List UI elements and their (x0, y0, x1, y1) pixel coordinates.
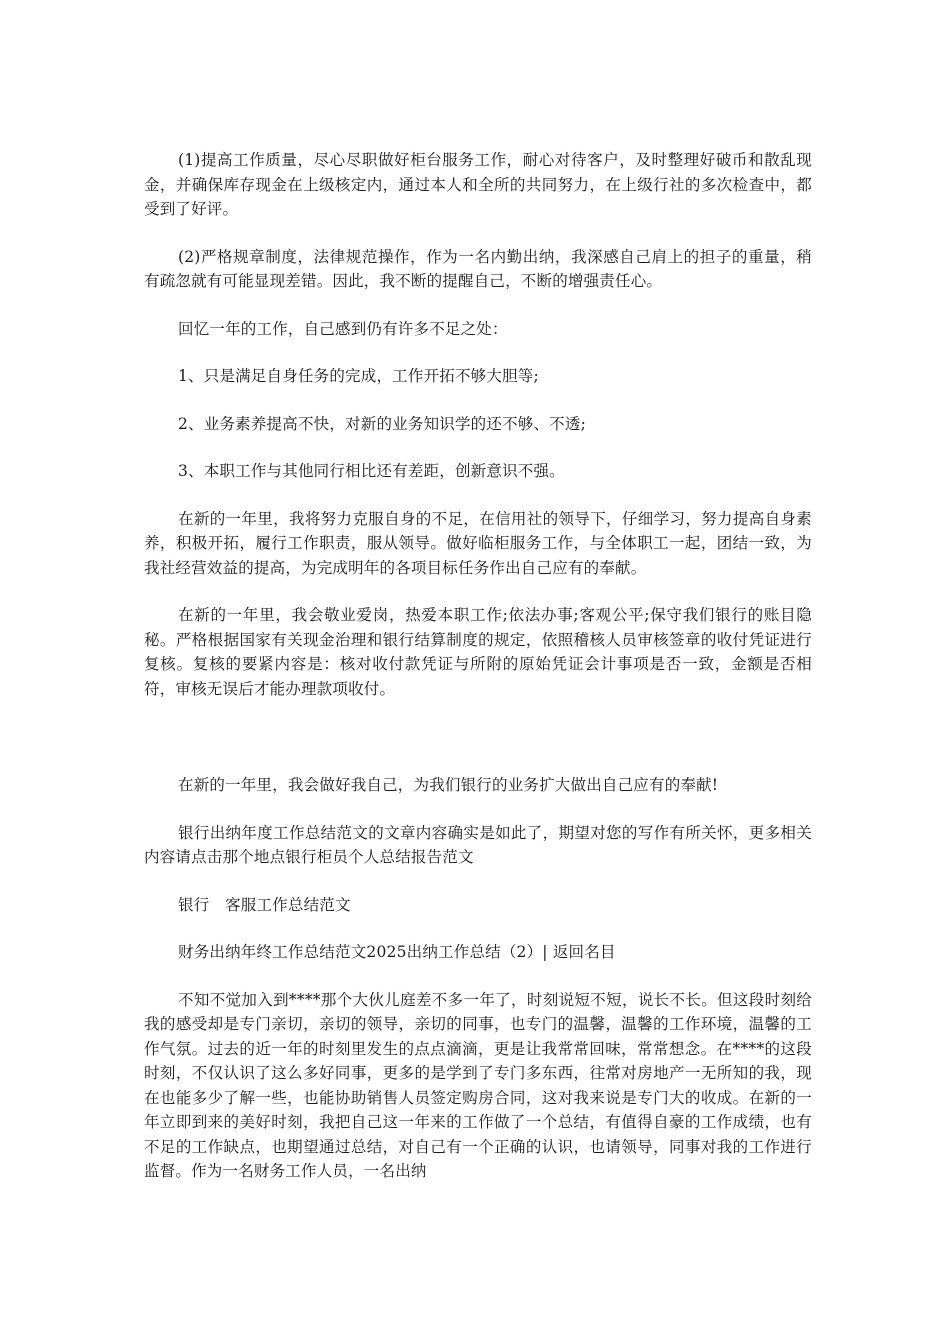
list-item: 1、只是满足自身任务的完成，工作开拓不够大胆等; (178, 367, 539, 385)
paragraph-quality: (1)提高工作质量，尽心尽职做好柜台服务工作，耐心对待客户，及时整理好破币和散乱现金，并确保库存现金在上级核定内，通过本人和全所的共同努力，在上级行社的多次检查中，都受到了好评。 (144, 151, 812, 218)
section-heading: 财务出纳年终工作总结范文2025出纳工作总结（2）| 返回名目 (178, 943, 616, 961)
list-item: 3、本职工作与其他同行相比还有差距，创新意识不强。 (178, 462, 565, 480)
paragraph-related-link: 银行出纳年度工作总结范文的文章内容确实是如此了，期望对您的写作有所关怀，更多相关内容请点击那个地点银行柜员个人总结报告范文 (144, 823, 812, 866)
document-page (144, 148, 812, 1184)
related-article-title: 银行 客服工作总结范文 (178, 895, 351, 914)
paragraph-regulations: (2)严格规章制度，法律规范操作，作为一名内勤出纳，我深感自己肩上的担子的重量，稍有疏忽就有可能显现差错。因此，我不断的提醒自己，不断的增强责任心。 (144, 247, 812, 290)
paragraph-new-year-duties: 在新的一年里，我会敬业爱岗，热爱本职工作;依法办事;客观公平;保守我们银行的账目隐秘。严格根据国家有关现金治理和银行结算制度的规定，依照稽核人员审核签章的收付凭证进行复核。复核的要紧内容是：核对收付款凭证与所附的原始凭证会计事项是否一致，金额是否相符，审核无误后才能办理款项收付。 (144, 606, 812, 698)
paragraph-review-intro: 回忆一年的工作，自己感到仍有许多不足之处： (178, 319, 508, 338)
paragraph-summary-body: 不知不觉加入到****那个大伙儿庭差不多一年了，时刻说短不短，说长不长。但这段时刻给我的感受却是专门亲切，亲切的领导，亲切的同事，也专门的温馨，温馨的工作环境，温馨的工作气氛。过去的近一年的时刻里发生的点点滴滴，更是让我常常回味，常常想念。在****的这段时刻，不仅认识了这么多好同事，更多的是学到了专门多东西，往常对房地产一无所知的我，现在也能多少了解一些，也能协助销售人员签定购房合同，这对我来说是专门大的收成。在新的一年立即到来的美好时刻，我把自己这一年来的工作做了一个总结，有值得自豪的工作成绩，也有不足的工作缺点，也期望通过总结，对自己有一个正确的认识，也请领导，同事对我的工作进行监督。作为一名财务工作人员，一名出纳 (144, 990, 812, 1180)
paragraph-new-year-plan: 在新的一年里，我将努力克服自身的不足，在信用社的领导下，仔细学习，努力提高自身素养，积极开拓，履行工作职责，服从领导。做好临柜服务工作，与全体职工一起，团结一致，为我社经营效益的提高，为完成明年的各项目标任务作出自己应有的奉献。 (144, 509, 812, 577)
list-item: 2、业务素养提高不快，对新的业务知识学的还不够、不透; (178, 414, 586, 433)
paragraph-closing: 在新的一年里，我会做好我自己，为我们银行的业务扩大做出自己应有的奉献! (178, 776, 719, 794)
